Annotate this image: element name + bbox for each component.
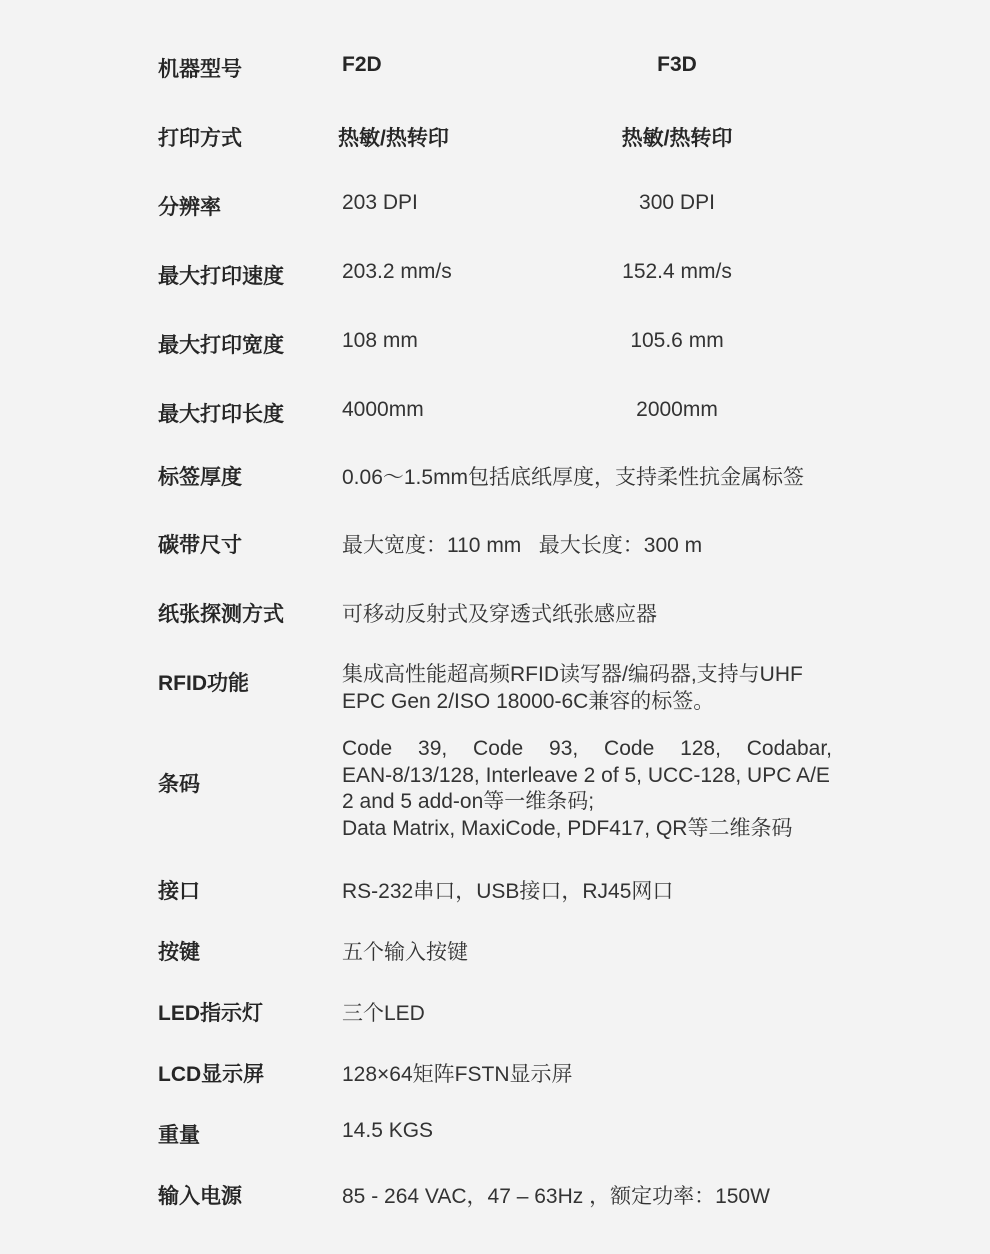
value-ribbon-size: 最大宽度：110 mm 最大长度：300 m (342, 534, 703, 557)
value-lcd: 128×64矩阵FSTN显示屏 (342, 1063, 573, 1086)
value-interface: RS-232串口，USB接口，RJ45网口 (342, 880, 674, 903)
f2d-max-speed: 203.2 mm/s (342, 260, 452, 283)
row-label-interface: 接口 (158, 880, 200, 903)
barcode-line-1: Code 39, Code 93, Code 128, Codabar, (342, 737, 832, 760)
row-label-keys: 按键 (158, 941, 200, 964)
row-label-led: LED指示灯 (158, 1002, 263, 1025)
value-rfid (342, 662, 832, 715)
row-label-max-speed: 最大打印速度 (158, 265, 284, 288)
f2d-resolution: 203 DPI (342, 191, 418, 214)
value-weight: 14.5 KGS (342, 1119, 434, 1142)
value-paper-detection: 可移动反射式及穿透式纸张感应器 (342, 603, 657, 626)
row-label-weight: 重量 (158, 1124, 200, 1147)
value-power: 85 - 264 VAC，47 – 63Hz ，额定功率：150W (342, 1185, 770, 1208)
f2d-max-length: 4000mm (342, 398, 424, 421)
header-f2d: F2D (342, 53, 382, 76)
value-led: 三个LED (342, 1002, 425, 1025)
barcode-line-2: EAN-8/13/128, Interleave 2 of 5, UCC-128, UPC A/E (342, 763, 830, 787)
f2d-max-width: 108 mm (342, 329, 418, 352)
f3d-max-width: 105.6 mm (630, 329, 724, 352)
row-label-ribbon-size: 碳带尺寸 (158, 534, 242, 557)
header-label: 机器型号 (158, 58, 242, 81)
rfid-line-2: EPC Gen 2/ISO 18000-6C兼容的标签。 (342, 689, 715, 713)
row-label-resolution: 分辨率 (158, 196, 221, 219)
f3d-print-method: 热敏/热转印 (621, 127, 733, 150)
value-barcode (342, 736, 832, 842)
row-label-max-length: 最大打印长度 (158, 403, 284, 426)
rfid-line-1: 集成高性能超高频RFID读写器/编码器,支持与UHF (342, 663, 803, 686)
value-label-thickness: 0.06～1.5mm包括底纸厚度，支持柔性抗金属标签 (342, 466, 805, 489)
f3d-max-speed: 152.4 mm/s (622, 260, 732, 283)
f3d-max-length: 2000mm (636, 398, 718, 421)
row-label-power: 输入电源 (158, 1185, 242, 1208)
value-keys: 五个输入按键 (342, 941, 468, 964)
f2d-print-method: 热敏/热转印 (338, 127, 449, 150)
row-label-lcd: LCD显示屏 (158, 1063, 265, 1086)
barcode-line-4: Data Matrix, MaxiCode, PDF417, QR等二维条码 (342, 816, 793, 840)
row-label-rfid: RFID功能 (158, 672, 249, 695)
row-label-print-method: 打印方式 (158, 127, 242, 150)
header-f3d: F3D (657, 53, 697, 76)
row-label-max-width: 最大打印宽度 (158, 334, 284, 357)
row-label-paper-detection: 纸张探测方式 (158, 603, 284, 626)
row-label-label-thickness: 标签厚度 (158, 466, 242, 489)
f3d-resolution: 300 DPI (639, 191, 715, 214)
barcode-line-3: 2 and 5 add-on等一维条码; (342, 790, 595, 813)
row-label-barcode: 条码 (158, 773, 200, 796)
